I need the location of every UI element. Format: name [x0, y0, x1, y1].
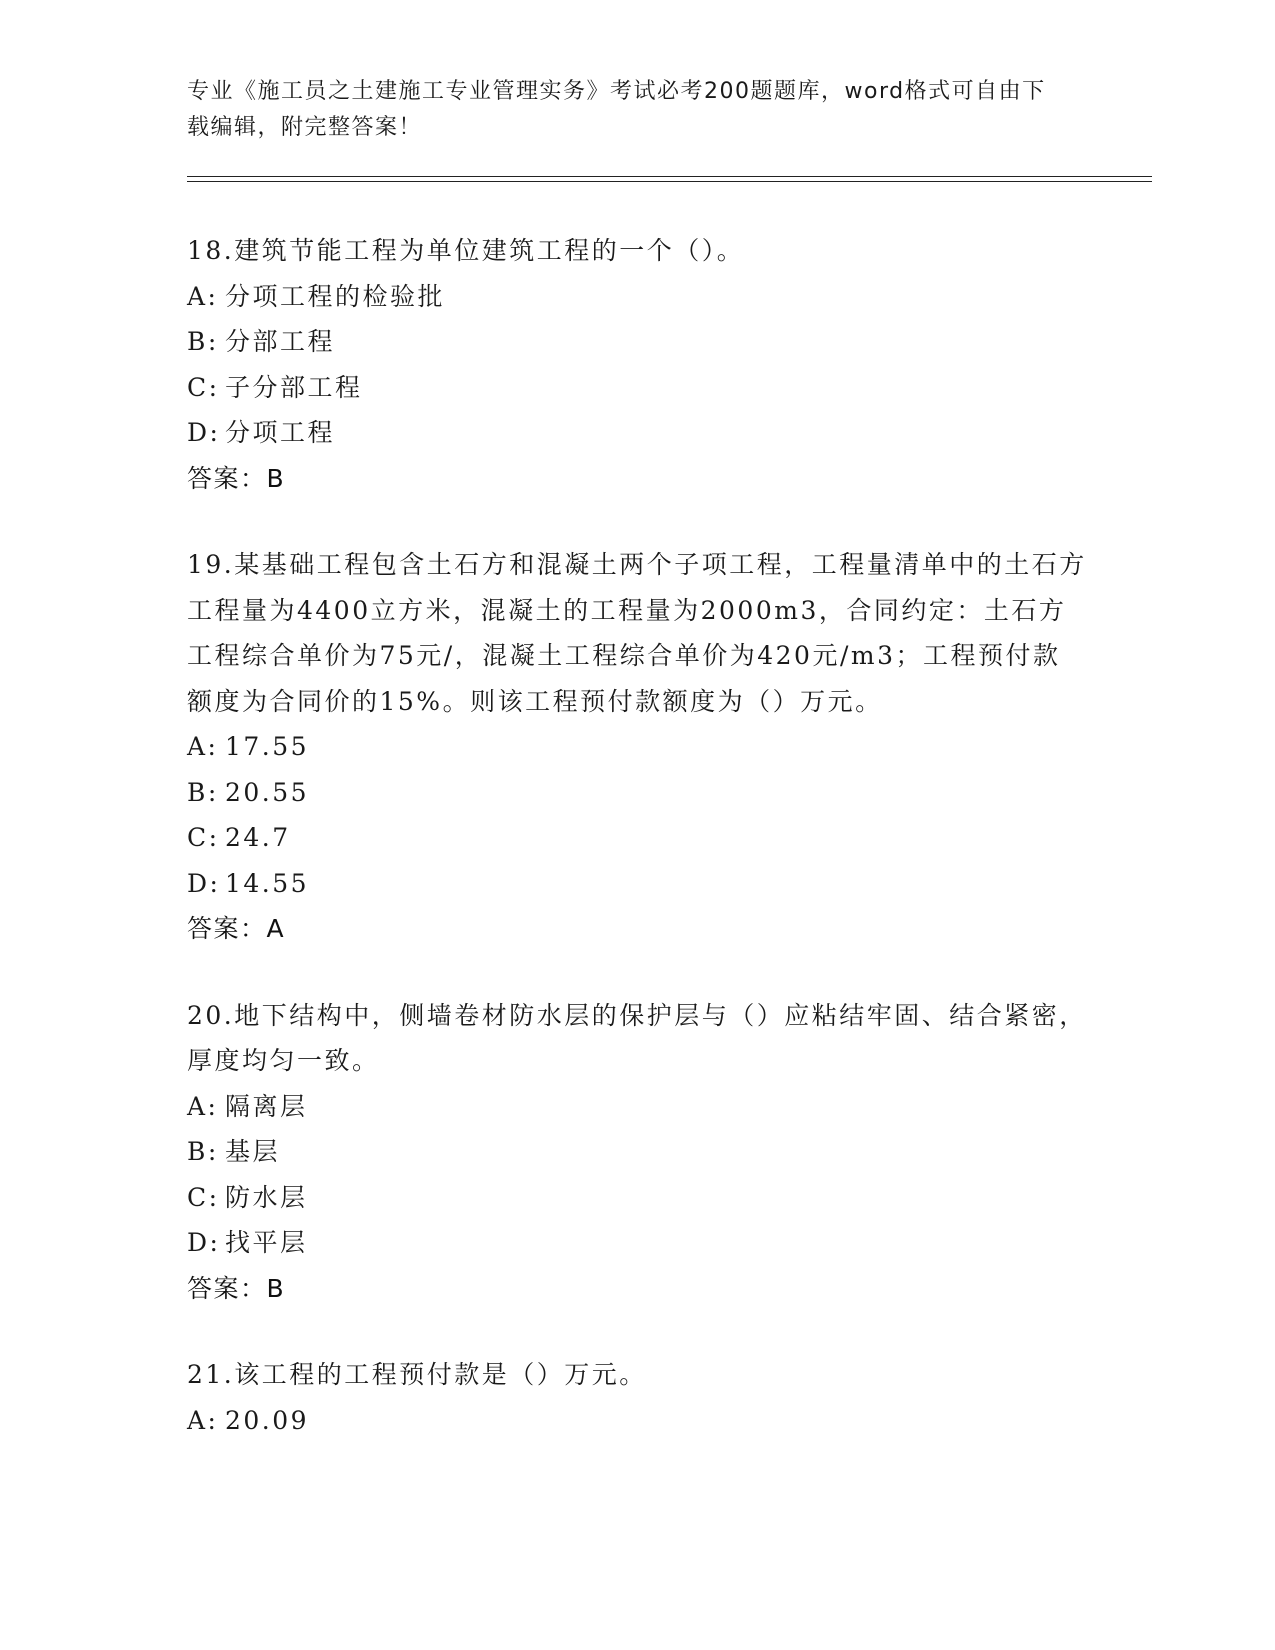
question-20 — [187, 993, 1087, 1312]
question-list — [187, 228, 1087, 1484]
option-a — [187, 274, 1087, 320]
option-b — [187, 1129, 1087, 1175]
question-stem: 18.建筑节能工程为单位建筑工程的一个（）。 — [187, 236, 745, 265]
question-18 — [187, 228, 1087, 501]
option-letter: B: — [187, 777, 219, 807]
answer-line: 答案：B — [187, 463, 286, 493]
option-letter: A: — [187, 1091, 219, 1121]
option-text: 找平层 — [225, 1228, 308, 1257]
option-letter: B: — [187, 327, 219, 356]
option-text: 隔离层 — [225, 1091, 308, 1121]
option-letter: D: — [187, 418, 221, 447]
option-text: 分项工程 — [225, 418, 336, 447]
option-letter: D: — [187, 1228, 221, 1257]
option-c — [187, 365, 1087, 411]
option-d — [187, 410, 1087, 456]
option-text: 14.55 — [225, 868, 310, 898]
option-text: 防水层 — [225, 1182, 308, 1212]
option-text: 24.7 — [225, 823, 291, 852]
header-divider-bottom — [187, 181, 1152, 182]
option-d — [187, 1220, 1087, 1266]
question-19 — [187, 542, 1087, 952]
option-b — [187, 770, 1087, 816]
header-divider-top — [187, 176, 1152, 177]
question-21 — [187, 1352, 1087, 1443]
answer-line: 答案：A — [187, 914, 286, 943]
option-letter: B: — [187, 1137, 219, 1166]
option-b — [187, 319, 1087, 365]
option-d — [187, 861, 1087, 907]
option-letter: A: — [187, 281, 219, 311]
option-a — [187, 1084, 1087, 1130]
option-a — [187, 1398, 1087, 1444]
option-text: 17.55 — [225, 732, 310, 761]
option-text: 20.55 — [225, 777, 310, 807]
option-text: 子分部工程 — [225, 372, 363, 402]
option-text: 分部工程 — [225, 327, 336, 356]
option-letter: C: — [187, 823, 220, 852]
option-letter: D: — [187, 868, 221, 898]
option-text: 20.09 — [225, 1405, 310, 1435]
option-letter: C: — [187, 372, 220, 402]
document-header-note: 专业《施工员之土建施工专业管理实务》考试必考200题题库，word格式可自由下载编辑，附完整答案！ — [187, 79, 1046, 140]
question-stem: 21.该工程的工程预付款是（）万元。 — [187, 1360, 647, 1389]
question-stem: 19.某基础工程包含土石方和混凝土两个子项工程，工程量清单中的土石方工程量为4400立方米，混凝土的工程量为2000m3，合同约定：土石方工程综合单价为75元/，混凝土工程综合单价为420元/m3；工程预付款额度为合同价的15%。则该工程预付款额度为（）万元。 — [187, 550, 1087, 716]
option-letter: A: — [187, 1405, 219, 1435]
option-c — [187, 1175, 1087, 1221]
option-a — [187, 724, 1087, 770]
option-letter: C: — [187, 1182, 220, 1212]
question-stem: 20.地下结构中，侧墙卷材防水层的保护层与（）应粘结牢固、结合紧密，厚度均匀一致。 — [187, 1000, 1087, 1075]
option-text: 分项工程的检验批 — [225, 281, 446, 311]
option-letter: A: — [187, 732, 219, 761]
option-text: 基层 — [225, 1137, 281, 1166]
option-c — [187, 815, 1087, 861]
answer-line: 答案：B — [187, 1273, 286, 1303]
